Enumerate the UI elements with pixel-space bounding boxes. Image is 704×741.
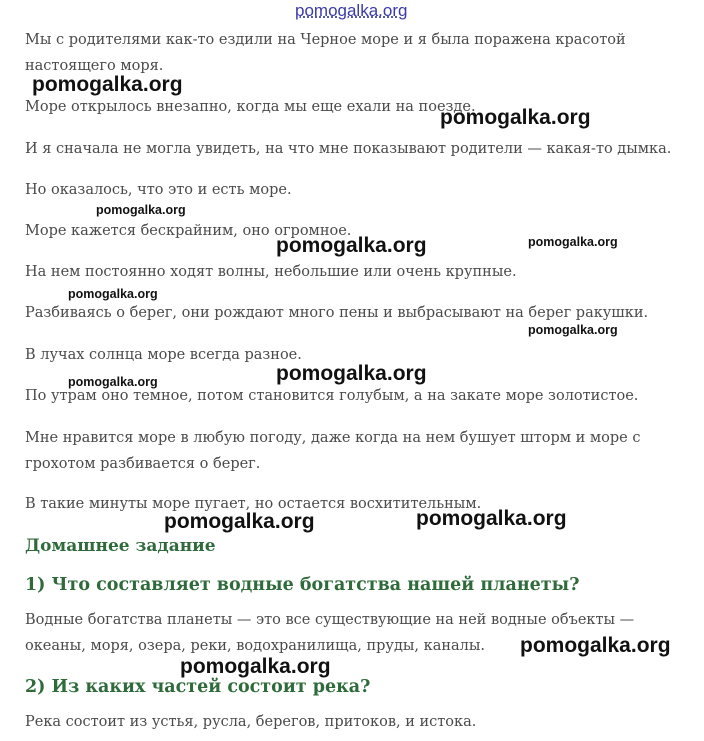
watermark: pomogalka.org <box>528 235 618 249</box>
question-1: 1) Что составляет водные богатства нашей планеты? <box>25 575 580 595</box>
paragraph-3: И я сначала не могла увидеть, на что мне показывают родители — какая-то дымка. <box>25 141 672 157</box>
watermark: pomogalka.org <box>440 106 591 129</box>
paragraph-5: Море кажется бескрайним, оно огромное. <box>25 223 352 239</box>
watermark: pomogalka.org <box>68 375 158 389</box>
paragraph-6: На нем постоянно ходят волны, небольшие или очень крупные. <box>25 264 517 280</box>
watermark: pomogalka.org <box>528 323 618 337</box>
watermark: pomogalka.org <box>96 203 186 217</box>
answer-1: Водные богатства планеты — это все существующие на ней водные объекты — океаны, моря, озера, реки, водохранилища, пруды, каналы. <box>25 612 635 654</box>
answer-2: Река состоит из устья, русла, берегов, притоков, и истока. <box>25 714 477 730</box>
paragraph-9: По утрам оно темное, потом становится голубым, а на закате море золотистое. <box>25 388 639 404</box>
watermark: pomogalka.org <box>416 507 567 530</box>
homework-title: Домашнее задание <box>25 536 216 556</box>
watermark: pomogalka.org <box>68 287 158 301</box>
paragraph-11: В такие минуты море пугает, но остается восхитительным. <box>25 496 482 512</box>
watermark: pomogalka.org <box>276 362 427 385</box>
paragraph-7: Разбиваясь о берег, они рождают много пены и выбрасывают на берег ракушки. <box>25 305 649 321</box>
watermark: pomogalka.org <box>520 634 671 657</box>
paragraph-8: В лучах солнца море всегда разное. <box>25 347 302 363</box>
paragraph-4: Но оказалось, что это и есть море. <box>25 182 292 198</box>
watermark-top: pomogalka.org <box>295 1 408 20</box>
watermark: pomogalka.org <box>32 73 183 96</box>
watermark: pomogalka.org <box>276 234 427 257</box>
paragraph-10: Мне нравится море в любую погоду, даже когда на нем бушует шторм и море с грохотом разбивается о берег. <box>25 430 641 472</box>
question-2: 2) Из каких частей состоит река? <box>25 677 371 697</box>
paragraph-2: Море открылось внезапно, когда мы еще ехали на поезде. <box>25 99 476 115</box>
watermark: pomogalka.org <box>164 510 315 533</box>
watermark: pomogalka.org <box>180 655 331 678</box>
paragraph-1: Мы с родителями как-то ездили на Черное море и я была поражена красотой настоящего моря. <box>25 32 626 74</box>
